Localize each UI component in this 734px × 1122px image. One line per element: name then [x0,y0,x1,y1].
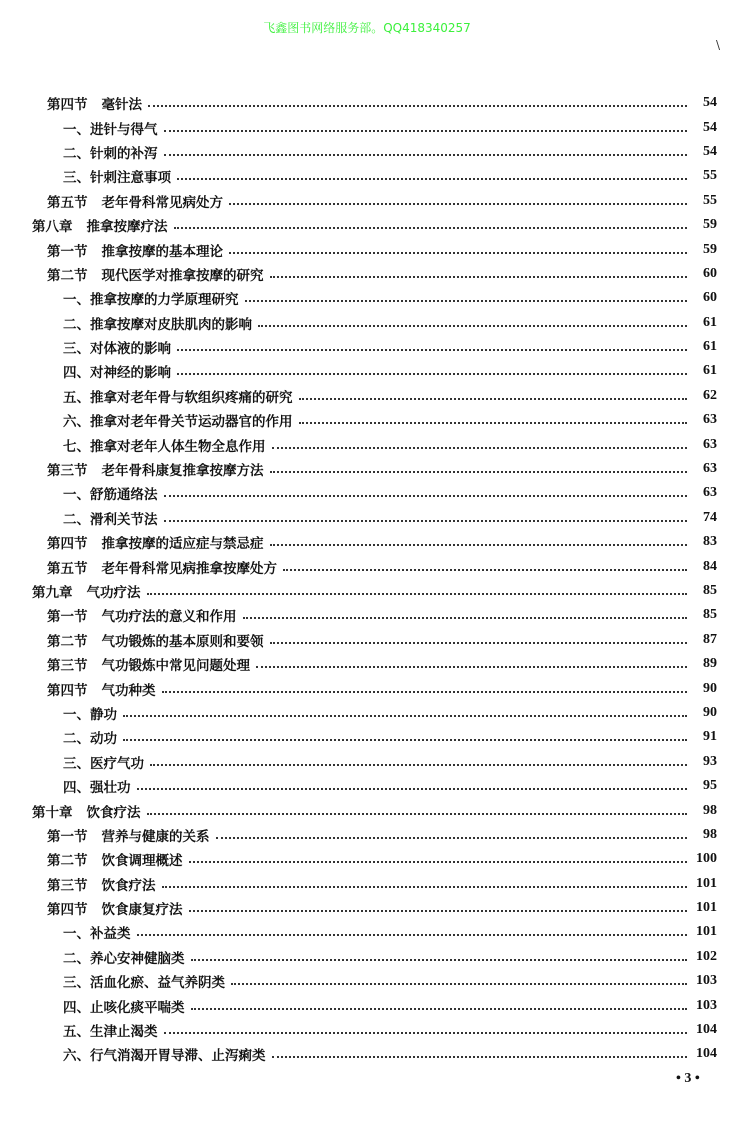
dot-leader [243,617,688,619]
dot-leader [164,154,688,156]
dot-leader [177,178,687,180]
dot-leader [270,276,688,278]
dot-leader [164,1032,688,1034]
toc-item [0,286,734,310]
dot-leader [191,1008,688,1010]
toc-entry-title: 饮食调理概述 [101,853,183,870]
toc-entry-number: 第二节 [47,633,88,650]
toc-page-number: 93 [703,753,717,769]
toc-item [0,335,734,359]
toc-page-number: 104 [696,1046,717,1062]
toc-chapter [0,579,734,603]
toc-entry-title: 六、行气消渴开胃导滞、止泻痢类 [63,1048,266,1065]
dot-leader [272,1056,688,1058]
toc-entry-number: 第二节 [47,853,88,870]
toc-entry-title: 二、养心安神健脑类 [63,950,185,967]
toc-entry-title: 老年骨科康复推拿按摩方法 [101,463,264,480]
toc-entry-title: 气功锻炼中常见问题处理 [101,658,250,675]
toc-entry-number: 第三节 [47,877,88,894]
dot-leader [229,252,687,254]
toc-entry-number: 第一节 [47,243,88,260]
toc-section [0,91,734,115]
toc-entry-title: 三、活血化瘀、益气养阴类 [63,975,225,992]
toc-section [0,628,734,652]
dot-leader [270,471,688,473]
toc-item [0,481,734,505]
dot-leader [270,642,688,644]
toc-entry-number: 第五节 [47,560,88,577]
dot-leader [299,398,688,400]
dot-leader [256,666,687,668]
toc-page-number: 95 [703,778,717,794]
toc-section [0,530,734,554]
toc-page-number: 101 [696,924,717,940]
dot-leader [258,325,687,327]
toc-entry-title: 五、生津止渴类 [63,1024,158,1041]
toc-page-number: 61 [703,339,717,355]
toc-item [0,993,734,1017]
toc-entry-title: 饮食疗法 [86,804,141,821]
toc-item [0,164,734,188]
toc-page-number: 101 [696,875,717,891]
toc-page-number: 89 [703,656,717,672]
toc-page-number: 90 [703,680,717,696]
toc-entry-title: 一、补益类 [63,926,131,943]
toc-page-number: 91 [703,729,717,745]
toc-page-number: 90 [703,704,717,720]
toc-entry-title: 推拿按摩疗法 [86,219,168,236]
toc-page-number: 61 [703,363,717,379]
dot-leader [147,813,688,815]
toc-page-number: 60 [703,290,717,306]
toc-entry-number: 第九章 [32,585,73,601]
dot-leader [245,300,688,302]
dot-leader [137,934,688,936]
toc-entry-title: 六、推拿对老年骨关节运动器官的作用 [63,414,293,431]
toc-section [0,603,734,627]
toc-entry-number: 第十章 [32,804,73,821]
toc-page-number: 98 [703,826,717,842]
toc-entry-number: 第四节 [47,536,88,553]
toc-page-number: 98 [703,802,717,818]
toc-entry-title: 一、舒筋通络法 [63,487,158,504]
toc-entry-title: 二、推拿按摩对皮肤肌肉的影响 [63,316,252,333]
toc-page-number: 103 [696,973,717,989]
dot-leader [272,447,688,449]
toc-item [0,506,734,530]
toc-entry-title: 毫针法 [101,97,142,114]
toc-section [0,652,734,676]
dot-leader [162,886,688,888]
toc-page-number: 83 [703,534,717,550]
toc-page-number: 85 [703,583,717,598]
toc-entry-title: 饮食疗法 [101,877,156,894]
dot-leader [299,422,688,424]
toc-entry-number: 第二节 [47,267,88,284]
toc-page-number: 60 [703,265,717,281]
toc-page-number: 63 [703,485,717,501]
toc-entry-title: 老年骨科常见病推拿按摩处方 [101,560,277,577]
toc-entry-title: 气功种类 [101,682,156,699]
toc-entry-title: 三、医疗气功 [63,755,144,772]
toc-entry-title: 二、动功 [63,731,117,748]
dot-leader [148,105,687,107]
toc-section [0,847,734,871]
toc-entry-number: 第三节 [47,463,88,480]
toc-item [0,140,734,164]
toc-page-number: 100 [696,851,717,867]
toc-section [0,189,734,213]
toc-item [0,1042,734,1066]
toc-section [0,554,734,578]
toc-item [0,432,734,456]
toc-item [0,725,734,749]
toc-entry-number: 第四节 [47,902,88,919]
toc-entry-title: 二、滑利关节法 [63,511,158,528]
toc-item [0,1018,734,1042]
toc-item [0,920,734,944]
toc-page-number: 74 [703,509,717,525]
toc-entry-title: 气功疗法 [86,585,141,601]
dot-leader [164,520,688,522]
dot-leader [189,910,688,912]
toc-item [0,384,734,408]
dot-leader [177,373,687,375]
dot-leader [231,983,687,985]
toc-item [0,115,734,139]
toc-page-number: 63 [703,412,717,428]
toc-entry-number: 第八章 [32,219,73,236]
toc-entry-title: 三、针刺注意事项 [63,170,171,187]
dot-leader [147,593,688,595]
toc-section [0,823,734,847]
toc-page-number: 62 [703,387,717,403]
toc-entry-number: 第一节 [47,828,88,845]
toc-entry-number: 第一节 [47,609,88,626]
dot-leader [150,764,687,766]
dot-leader [123,739,687,741]
dot-leader [216,837,688,839]
toc-section [0,872,734,896]
toc-entry-title: 饮食康复疗法 [101,902,183,919]
dot-leader [174,227,688,229]
dot-leader [191,959,688,961]
toc-section [0,457,734,481]
dot-leader [229,203,687,205]
toc-entry-title: 推拿按摩的基本理论 [101,243,223,260]
toc-page-number: 63 [703,461,717,477]
toc-entry-title: 四、止咳化痰平喘类 [63,999,185,1016]
toc-page-number: 103 [696,997,717,1013]
toc-entry-number: 第五节 [47,194,88,211]
dot-leader [164,495,688,497]
toc-entry-title: 四、强壮功 [63,780,131,797]
toc-entry-number: 第三节 [47,658,88,675]
toc-page-number: 55 [703,192,717,208]
toc-entry-title: 现代医学对推拿按摩的研究 [101,267,264,284]
toc-entry-title: 一、静功 [63,706,117,723]
toc-entry-title: 四、对神经的影响 [63,365,171,382]
toc-entry-title: 一、推拿按摩的力学原理研究 [63,292,239,309]
dot-leader [164,130,688,132]
dot-leader [137,788,688,790]
dot-leader [283,569,687,571]
toc-page-number: 54 [703,143,717,159]
watermark: 飞鑫图书网络服务部。QQ418340257 [263,21,471,35]
toc-entry-number: 第四节 [47,97,88,114]
page-number: • 3 • [676,1071,700,1086]
toc-section [0,262,734,286]
toc-section [0,896,734,920]
toc-page-number: 59 [703,241,717,257]
toc-item [0,774,734,798]
toc-entry-title: 气功锻炼的基本原则和要领 [101,633,264,650]
scan-mark: \ [716,38,721,52]
dot-leader [162,691,688,693]
toc-page-number: 55 [703,168,717,184]
toc-section [0,676,734,700]
toc-item [0,701,734,725]
toc-page-number: 54 [703,95,717,111]
toc-item [0,408,734,432]
dot-leader [189,861,688,863]
toc-item [0,969,734,993]
toc-item [0,359,734,383]
toc-chapter [0,798,734,822]
toc-page-number: 59 [703,217,717,233]
dot-leader [270,544,688,546]
toc-entry-title: 三、对体液的影响 [63,341,171,358]
toc-entry-title: 五、推拿对老年骨与软组织疼痛的研究 [63,389,293,406]
toc-page-number: 85 [703,607,717,623]
toc-item [0,945,734,969]
toc-entry-title: 老年骨科常见病处方 [101,194,223,211]
toc-section [0,237,734,261]
toc-page-number: 101 [696,900,717,916]
table-of-contents [0,91,734,1067]
toc-page-number: 54 [703,119,717,135]
toc-entry-title: 一、进针与得气 [63,121,158,138]
toc-entry-title: 营养与健康的关系 [101,828,210,845]
dot-leader [177,349,687,351]
toc-page-number: 87 [703,631,717,647]
toc-entry-title: 二、针刺的补泻 [63,145,158,162]
toc-entry-title: 七、推拿对老年人体生物全息作用 [63,438,266,455]
toc-chapter [0,213,734,237]
toc-entry-title: 推拿按摩的适应症与禁忌症 [101,536,264,553]
toc-item [0,750,734,774]
toc-entry-number: 第四节 [47,682,88,699]
dot-leader [123,715,687,717]
toc-page-number: 61 [703,314,717,330]
toc-page-number: 102 [696,948,717,964]
toc-item [0,311,734,335]
toc-page-number: 84 [703,558,717,574]
toc-entry-title: 气功疗法的意义和作用 [101,609,237,626]
toc-page-number: 104 [696,1022,717,1038]
toc-page-number: 63 [703,436,717,452]
